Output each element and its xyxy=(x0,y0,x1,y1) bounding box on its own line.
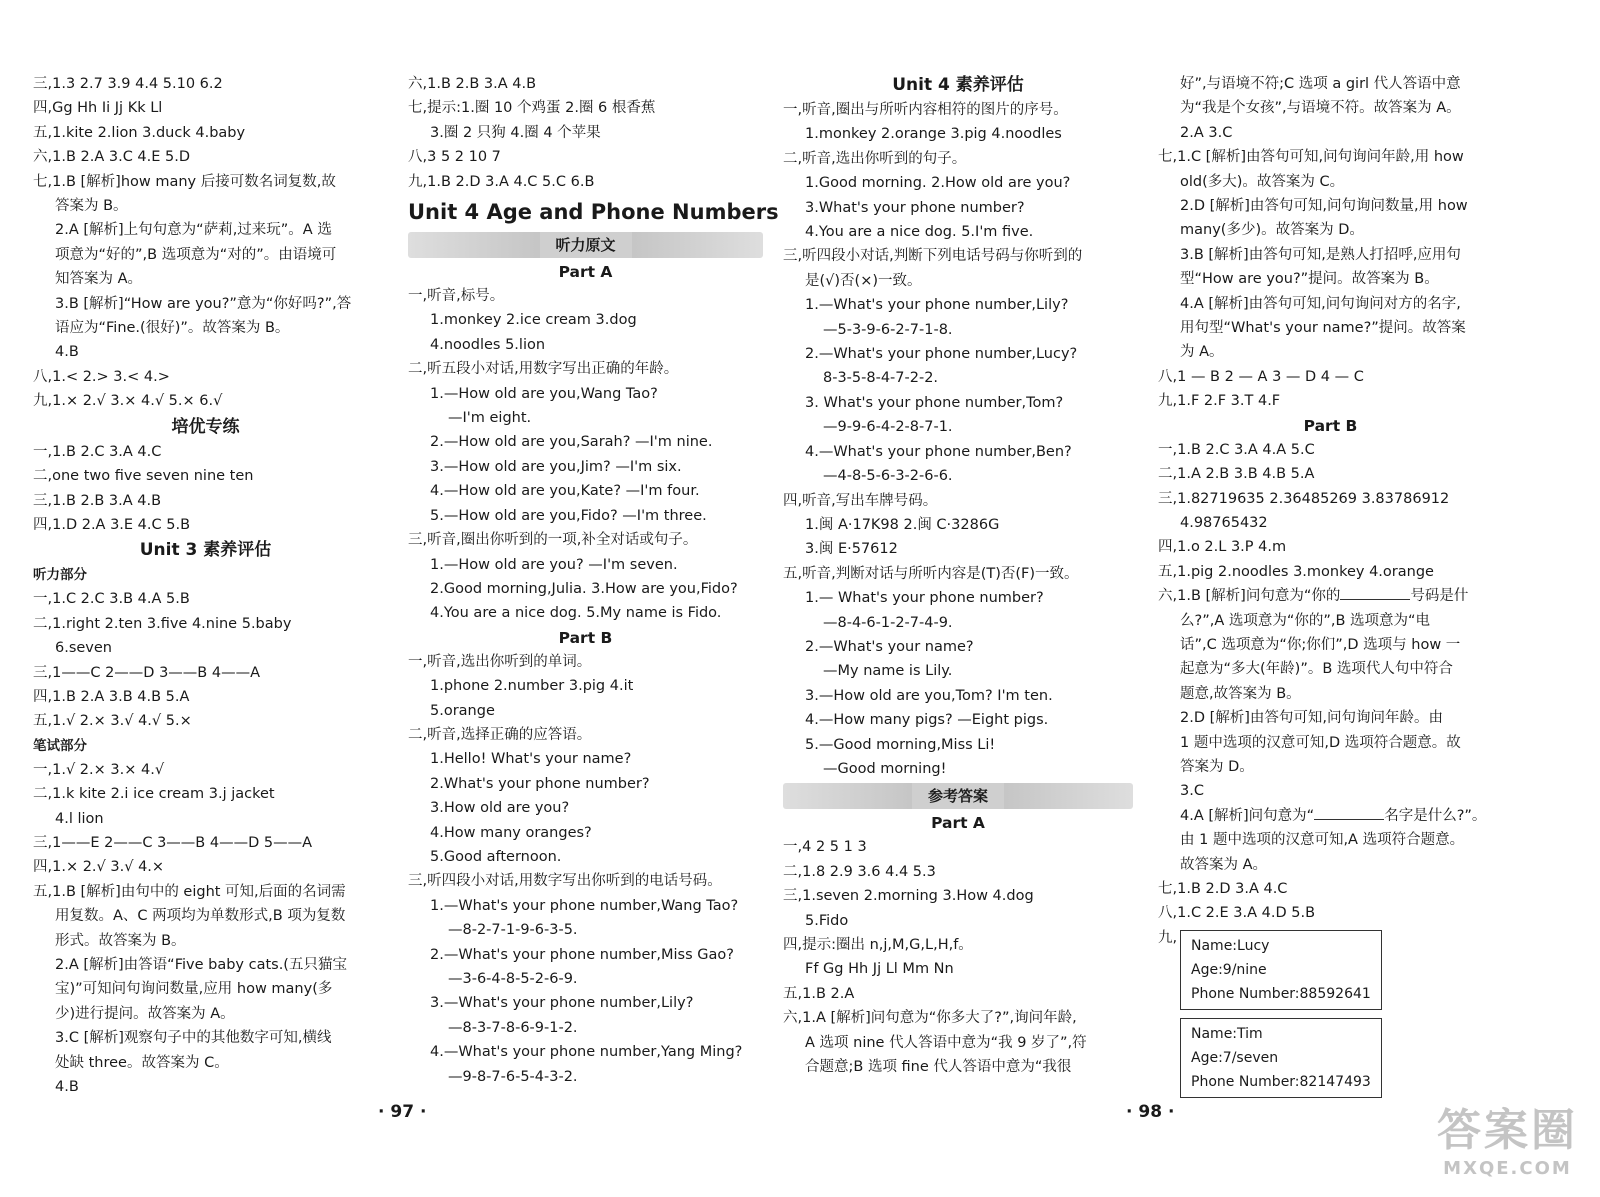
answer-line: 五,1.B 2.A xyxy=(783,985,855,1002)
answer-line: 5.Fido xyxy=(805,912,849,929)
section-title: Unit 3 素养评估 xyxy=(139,540,272,561)
answer-line: 1 题中选项的汉意可知,D 选项符合题意。故 xyxy=(1180,734,1461,751)
answer-line: 8-3-5-8-4-7-2-2. xyxy=(823,370,939,387)
answer-line: 三,1.3 2.7 3.9 4.4 5.10 6.2 xyxy=(33,76,223,92)
fill-blank xyxy=(1340,585,1410,600)
answer-line: 一,1.B 2.C 3.A 4.C xyxy=(33,443,162,460)
answer-line: 二,1.8 2.9 3.6 4.4 5.3 xyxy=(783,863,936,880)
answer-line: 三,1.82719635 2.36485269 3.83786912 xyxy=(1158,490,1450,507)
answer-line: 2.—How old are you,Sarah? —I'm nine. xyxy=(430,434,713,451)
answer-line: 五,听音,判断对话与所听内容是(T)否(F)一致。 xyxy=(783,565,1079,582)
answer-text: 号码是什 xyxy=(1410,588,1469,605)
answer-line: 四,提示:圈出 n,j,M,G,L,H,f。 xyxy=(783,937,973,953)
answer-line: 4.You are a nice dog. 5.I'm five. xyxy=(805,224,1034,241)
answer-line: 3.圈 2 只狗 4.圈 4 个苹果 xyxy=(430,124,601,141)
answer-line: 四,1.× 2.√ 3.√ 4.× xyxy=(33,859,165,876)
answer-line: 宝)”可知问句询问数量,应用 how many(多 xyxy=(55,981,333,998)
answer-line: 五,1.kite 2.lion 3.duck 4.baby xyxy=(33,124,246,141)
answer-line: —Good morning! xyxy=(823,760,947,777)
answer-line: 八,1.< 2.> 3.< 4.> xyxy=(33,368,170,385)
answer-line: 1.phone 2.number 3.pig 4.it xyxy=(430,678,634,695)
answer-line: 4.A [解析]由答句可知,问句询问对方的名字, xyxy=(1180,295,1461,312)
card-name: Name:Tim xyxy=(1191,1025,1263,1042)
answer-line: 2.D [解析]由答句可知,问句询问年龄。由 xyxy=(1180,710,1444,727)
answer-line: 么?”,A 选项意为“你的”,B 选项意为“电 xyxy=(1180,612,1431,629)
answer-line: 语应为“Fine.(很好)”。故答案为 B。 xyxy=(55,320,290,337)
column-1 xyxy=(33,72,378,1099)
answer-line: 用复数。A、C 两项均为单数形式,B 项为复数 xyxy=(55,908,346,925)
answer-line: 二,听音,选出你听到的句子。 xyxy=(783,150,967,167)
answer-line: —9-9-6-4-2-8-7-1. xyxy=(823,419,953,436)
answer-line: 四,1.D 2.A 3.E 4.C 5.B xyxy=(33,516,191,533)
answer-line: —9-8-7-6-5-4-3-2. xyxy=(448,1068,578,1085)
answer-line: 七,1.B [解析]how many 后接可数名词复数,故 xyxy=(33,173,336,190)
answer-line: 2.A [解析]由答语“Five baby cats.(五只猫宝 xyxy=(55,957,347,973)
answer-line: 八,3 5 2 10 7 xyxy=(408,149,501,166)
answer-line: —4-8-5-6-3-2-6-6. xyxy=(823,468,953,485)
answer-line: —5-3-9-6-2-7-1-8. xyxy=(823,321,953,338)
answer-line: 为 A。 xyxy=(1180,344,1224,361)
answer-line: 4.B xyxy=(55,1079,79,1096)
answer-line: —3-6-4-8-5-2-6-9. xyxy=(448,971,578,987)
answer-line: —8-3-7-8-6-9-1-2. xyxy=(448,1019,578,1036)
answer-line xyxy=(1158,584,1503,608)
answer-line: 七,1.B 2.D 3.A 4.C xyxy=(1158,881,1288,897)
answer-line: 形式。故答案为 B。 xyxy=(55,932,186,949)
answer-line: 2.What's your phone number? xyxy=(430,775,650,792)
answer-line: 4.—How old are you,Kate? —I'm four. xyxy=(430,483,700,500)
part-heading: Part B xyxy=(1303,416,1358,435)
answer-line: 七,1.C [解析]由答句可知,问句询问年龄,用 how xyxy=(1158,149,1464,166)
answer-line: 2.Good morning,Julia. 3.How are you,Fido? xyxy=(430,580,738,597)
answer-line xyxy=(1158,804,1503,828)
answer-text: 4.A [解析]问句意为“ xyxy=(1180,807,1315,824)
answer-line: 3.—How old are you,Tom? I'm ten. xyxy=(805,687,1053,704)
answer-line: 由 1 题中选项的汉意可知,A 选项符合题意。 xyxy=(1180,832,1465,849)
answer-line: old(多大)。故答案为 C。 xyxy=(1180,173,1345,190)
answer-line: 一,4 2 5 1 3 xyxy=(783,839,867,856)
answer-line: 三,听音,圈出你听到的一项,补全对话或句子。 xyxy=(408,532,698,549)
card-age: Age:7/seven xyxy=(1191,1049,1279,1066)
answer-line: 1.—What's your phone number,Lily? xyxy=(805,297,1069,314)
answer-line: 知答案为 A。 xyxy=(55,271,143,288)
column-2 xyxy=(408,72,779,1089)
section-title: 培优专练 xyxy=(171,416,240,437)
answer-text: 名字是什么?”。 xyxy=(1384,807,1487,824)
answer-line: 1.闽 A·17K98 2.闽 C·3286G xyxy=(805,516,1000,533)
answer-line: 型“How are you?”提问。故答案为 B。 xyxy=(1180,271,1439,288)
answer-line: 好”,与语境不符;C 选项 a girl 代人答语中意 xyxy=(1180,76,1461,92)
answer-line: 项意为“好的”,B 选项意为“对的”。由语境可 xyxy=(55,246,337,263)
section-title: Unit 4 素养评估 xyxy=(892,75,1024,95)
answer-line: 1.monkey 2.orange 3.pig 4.noodles xyxy=(805,126,1062,143)
answer-line: 2.D [解析]由答句可知,问句询问数量,用 how xyxy=(1180,198,1468,215)
answer-line: 3. What's your phone number,Tom? xyxy=(805,394,1064,411)
watermark-domain: MXQE.COM xyxy=(1443,1158,1572,1179)
answer-line: 一,1.C 2.C 3.B 4.A 5.B xyxy=(33,591,190,608)
answer-line: 2.—What's your name? xyxy=(805,638,974,655)
answer-line: 三,1——E 2——C 3——B 4——D 5——A xyxy=(33,834,312,851)
answer-line: 3.B [解析]“How are you?”意为“你好吗?”,答 xyxy=(55,295,352,312)
answer-line: 处缺 three。故答案为 C。 xyxy=(55,1054,229,1071)
answer-line: 5.Good afternoon. xyxy=(430,848,562,865)
answer-line: 6.seven xyxy=(55,640,113,657)
answer-line: 合题意;B 选项 fine 代人答语中意为“我很 xyxy=(805,1059,1072,1076)
answer-line: 4.How many oranges? xyxy=(430,824,592,841)
fill-blank xyxy=(1314,805,1384,820)
answer-line: 5.—How old are you,Fido? —I'm three. xyxy=(430,507,707,524)
answer-line: 4.l lion xyxy=(55,810,104,827)
unit-title: Unit 4 Age and Phone Numbers xyxy=(408,200,779,225)
answer-line: 九,1.× 2.√ 3.× 4.√ 5.× 6.√ xyxy=(33,393,223,410)
watermark-main: 答案圈 xyxy=(1437,1105,1578,1156)
answer-line: 3.闽 E·57612 xyxy=(805,541,898,558)
answer-line: A 选项 nine 代人答语中意为“我 9 岁了”,符 xyxy=(805,1034,1087,1051)
info-card xyxy=(1180,930,1382,1010)
answer-line: 用句型“What's your name?”提问。故答案 xyxy=(1180,320,1466,337)
answer-line: 1.— What's your phone number? xyxy=(805,590,1044,607)
banner-label: 参考答案 xyxy=(912,783,1004,809)
answer-line: 少)进行提问。故答案为 A。 xyxy=(55,1005,235,1022)
answer-line: 一,听音,标号。 xyxy=(408,288,505,305)
answer-line: 3.B [解析]由答句可知,是熟人打招呼,应用句 xyxy=(1180,246,1461,263)
answer-line: 八,1 — B 2 — A 3 — D 4 — C xyxy=(1158,368,1364,385)
card-phone: Phone Number:88592641 xyxy=(1191,985,1371,1002)
answer-line: 1.Good morning. 2.How old are you? xyxy=(805,175,1071,192)
answer-line: 4.You are a nice dog. 5.My name is Fido. xyxy=(430,605,722,622)
answer-line: 3.What's your phone number? xyxy=(805,199,1025,216)
answer-line: 4.98765432 xyxy=(1180,514,1268,531)
answer-line: 3.How old are you? xyxy=(430,800,570,817)
answer-line: 1.—How old are you? —I'm seven. xyxy=(430,556,678,573)
answer-line: 三,1.B 2.B 3.A 4.B xyxy=(33,492,162,509)
answer-line: 话”,C 选项意为“你;你们”,D 选项与 how 一 xyxy=(1180,636,1461,653)
answer-line: 一,1.√ 2.× 3.× 4.√ xyxy=(33,761,165,778)
answer-line: 答案为 B。 xyxy=(55,198,128,215)
answer-line: 2.—What's your phone number,Lucy? xyxy=(805,346,1078,363)
answer-line: 九,1.B 2.D 3.A 4.C 5.C 6.B xyxy=(408,173,595,190)
answer-line: 一,1.B 2.C 3.A 4.A 5.C xyxy=(1158,441,1315,458)
answer-nine xyxy=(1158,926,1503,1096)
answer-line: 三,听四段小对话,用数字写出你听到的电话号码。 xyxy=(408,873,722,890)
answer-line: 1.Hello! What's your name? xyxy=(430,751,632,768)
answer-line: 3.—How old are you,Jim? —I'm six. xyxy=(430,458,682,475)
answer-line: 5.orange xyxy=(430,702,495,719)
answer-line: 是(√)否(×)一致。 xyxy=(805,272,922,289)
answer-line: 1.—What's your phone number,Wang Tao? xyxy=(430,897,739,914)
page-number-left: · 97 · xyxy=(378,1102,427,1122)
answer-line: Ff Gg Hh Jj Ll Mm Nn xyxy=(805,961,954,978)
answer-line: 一,听音,圈出与所听内容相符的图片的序号。 xyxy=(783,102,1068,118)
answer-line: 三,1.seven 2.morning 3.How 4.dog xyxy=(783,888,1034,905)
answer-line: 二,听五段小对话,用数字写出正确的年龄。 xyxy=(408,361,679,378)
column-3 xyxy=(783,72,1133,1079)
info-card xyxy=(1180,1018,1382,1098)
answer-line: 故答案为 A。 xyxy=(1180,856,1268,873)
answer-line: 四,Gg Hh Ii Jj Kk Ll xyxy=(33,100,163,117)
answer-line: 七,提示:1.圈 10 个鸡蛋 2.圈 6 根香蕉 xyxy=(408,100,656,117)
answer-line: —8-4-6-1-2-7-4-9. xyxy=(823,614,953,631)
answer-line: 五,1.pig 2.noodles 3.monkey 4.orange xyxy=(1158,563,1434,580)
answer-line: 3.—What's your phone number,Lily? xyxy=(430,995,694,1012)
answer-line: 起意为“多大(年龄)”。B 选项代人句中符合 xyxy=(1180,661,1453,678)
answer-line: 二,1.k kite 2.i ice cream 3.j jacket xyxy=(33,786,275,803)
answer-line: 3.C xyxy=(1180,783,1204,800)
answer-line: —I'm eight. xyxy=(448,410,532,427)
answer-line: 1.monkey 2.ice cream 3.dog xyxy=(430,312,637,329)
page-number-right: · 98 · xyxy=(1126,1102,1175,1122)
answer-line: 5.—Good morning,Miss Li! xyxy=(805,736,996,753)
answer-line: 3.C [解析]观察句子中的其他数字可知,横线 xyxy=(55,1030,332,1047)
banner-label: 听力原文 xyxy=(539,232,631,258)
column-4 xyxy=(1158,72,1503,1096)
answer-line: 1.—How old are you,Wang Tao? xyxy=(430,385,658,402)
answer-line: 六,1.A [解析]问句意为“你多大了?”,询问年龄, xyxy=(783,1010,1077,1027)
answer-line: 4.—What's your phone number,Yang Ming? xyxy=(430,1044,743,1061)
answer-line: 二,1.A 2.B 3.B 4.B 5.A xyxy=(1158,466,1315,483)
answer-line: 答案为 D。 xyxy=(1180,758,1254,775)
section-banner xyxy=(783,783,1133,809)
answer-line: 4.noodles 5.lion xyxy=(430,336,546,353)
answer-line: 2.—What's your phone number,Miss Gao? xyxy=(430,946,734,963)
answer-line: 二,1.right 2.ten 3.five 4.nine 5.baby xyxy=(33,615,292,632)
subsection-heading: 听力部分 xyxy=(33,567,87,584)
part-heading: Part B xyxy=(558,628,613,647)
answer-line: 四,1.B 2.A 3.B 4.B 5.A xyxy=(33,688,190,705)
answer-line: 六,1.B 2.A 3.C 4.E 5.D xyxy=(33,149,191,166)
answer-line: 二,听音,选择正确的应答语。 xyxy=(408,726,592,743)
answer-line: 4.—What's your phone number,Ben? xyxy=(805,443,1072,460)
card-phone: Phone Number:82147493 xyxy=(1191,1073,1371,1090)
answer-line: 四,听音,写出车牌号码。 xyxy=(783,492,938,509)
card-name: Name:Lucy xyxy=(1191,937,1270,954)
answer-line: 为“我是个女孩”,与语境不符。故答案为 A。 xyxy=(1180,100,1461,117)
answer-line: 三,1——C 2——D 3——B 4——A xyxy=(33,664,260,681)
section-banner xyxy=(408,232,763,258)
answer-line: 2.A 3.C xyxy=(1180,124,1233,141)
answer-line: 三,听四段小对话,判断下列电话号码与你听到的 xyxy=(783,248,1083,265)
card-age: Age:9/nine xyxy=(1191,961,1267,978)
answer-line: 五,1.B [解析]由句中的 eight 可知,后面的名词需 xyxy=(33,883,346,900)
answer-line: 4.—How many pigs? —Eight pigs. xyxy=(805,712,1049,729)
answer-line: 九,1.F 2.F 3.T 4.F xyxy=(1158,393,1281,410)
watermark-logo xyxy=(1437,1094,1578,1179)
answer-line: 一,听音,选出你听到的单词。 xyxy=(408,653,592,670)
answer-line: 八,1.C 2.E 3.A 4.D 5.B xyxy=(1158,905,1316,922)
answer-line: 4.B xyxy=(55,344,79,361)
answer-text: 六,1.B [解析]问句意为“你的 xyxy=(1158,588,1341,605)
answer-line: —My name is Lily. xyxy=(823,663,953,680)
part-heading: Part A xyxy=(931,814,985,833)
answer-line: —8-2-7-1-9-6-3-5. xyxy=(448,922,578,939)
answer-line: 题意,故答案为 B。 xyxy=(1180,685,1301,702)
part-heading: Part A xyxy=(558,263,613,282)
subsection-heading: 笔试部分 xyxy=(33,737,87,754)
answer-line: 二,one two five seven nine ten xyxy=(33,468,254,485)
answer-line: 四,1.o 2.L 3.P 4.m xyxy=(1158,539,1287,556)
answer-line: many(多少)。故答案为 D。 xyxy=(1180,222,1364,239)
answer-line: 六,1.B 2.B 3.A 4.B xyxy=(408,76,537,92)
answer-line: 2.A [解析]上句句意为“萨莉,过来玩”。A 选 xyxy=(55,222,332,239)
answer-line: 五,1.√ 2.× 3.√ 4.√ 5.× xyxy=(33,713,192,730)
answer-line: 九, xyxy=(1158,929,1178,946)
